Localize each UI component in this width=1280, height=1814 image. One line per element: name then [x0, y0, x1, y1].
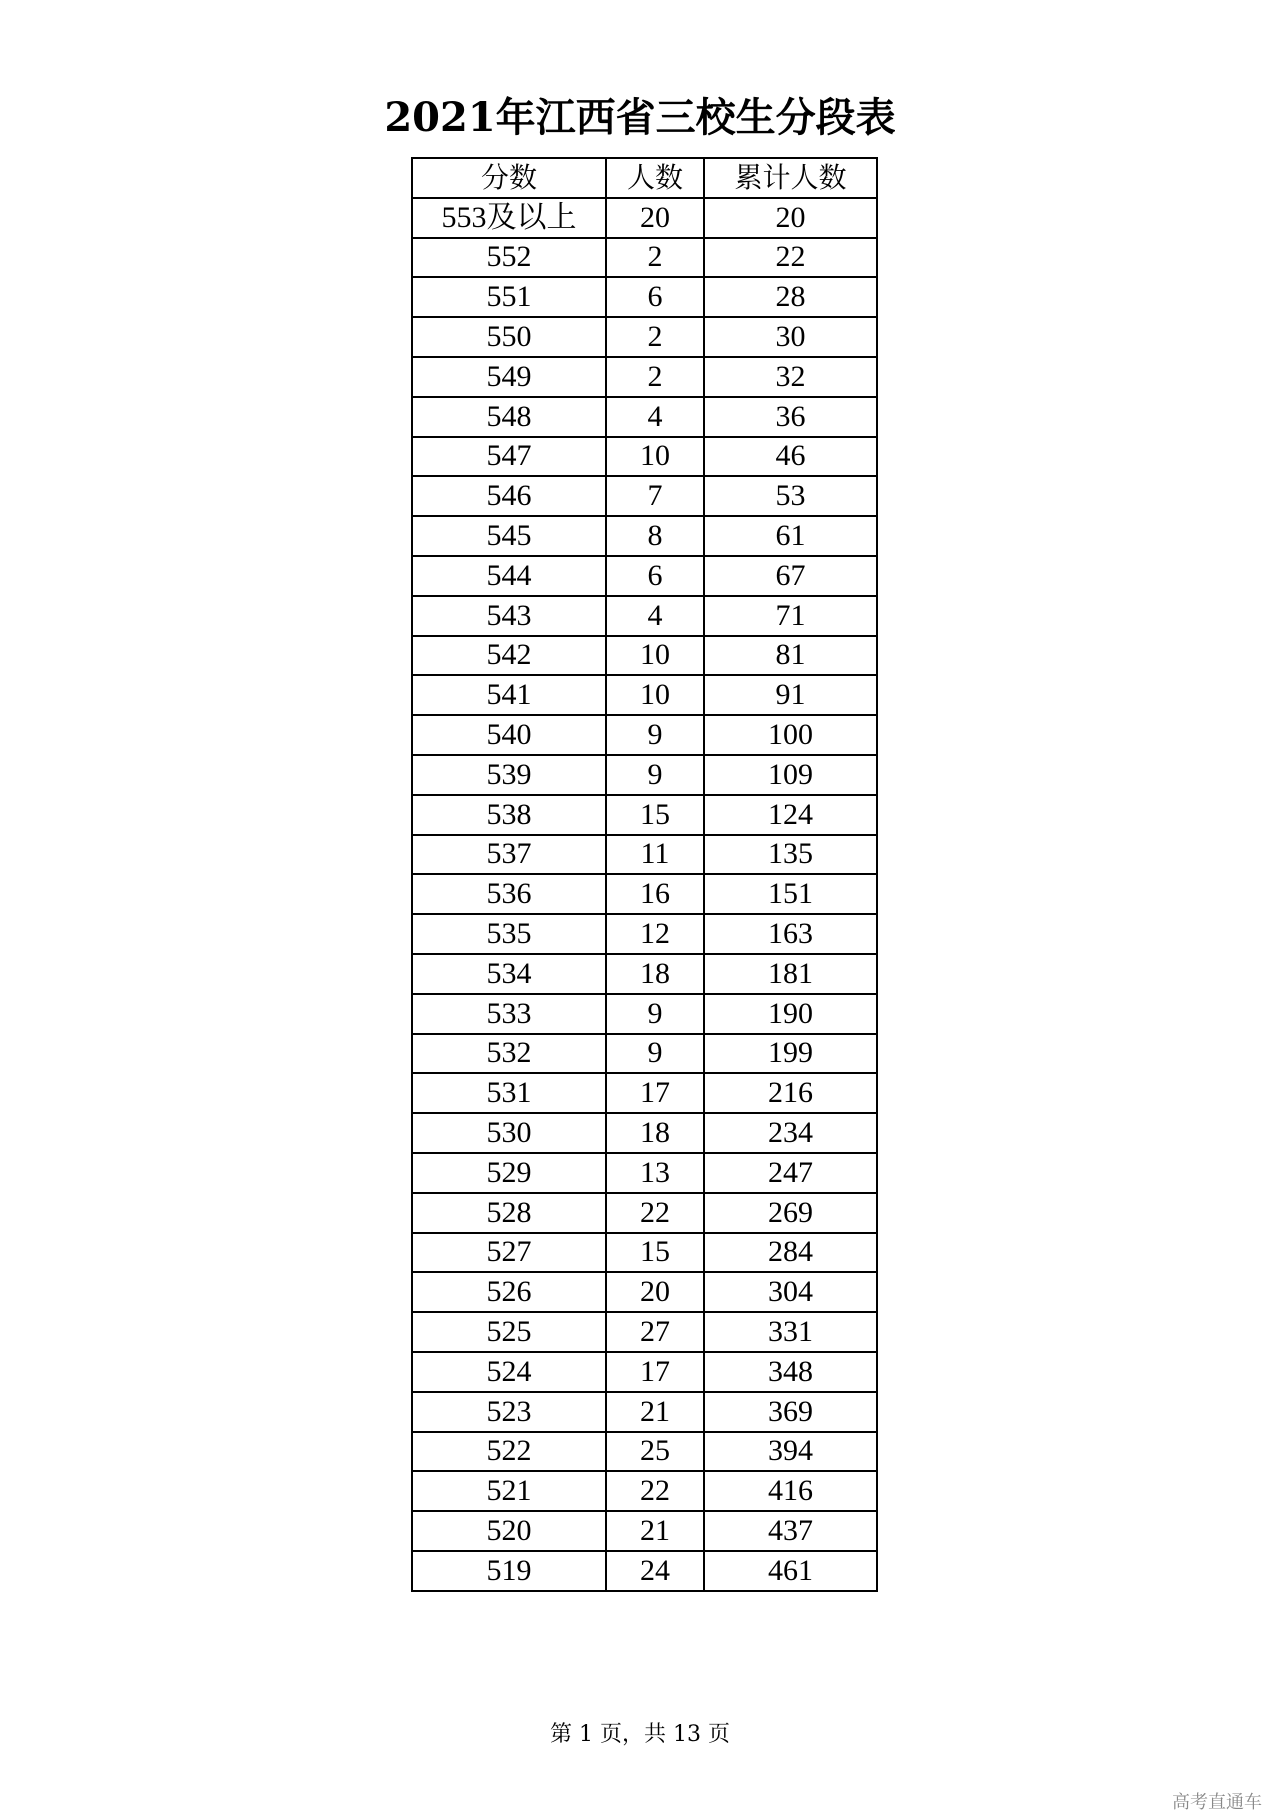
cell-count: 27 [606, 1312, 704, 1352]
cell-cumulative: 369 [704, 1392, 877, 1432]
cell-count: 4 [606, 397, 704, 437]
cell-count: 17 [606, 1352, 704, 1392]
cell-cumulative: 30 [704, 317, 877, 357]
cell-score: 525 [412, 1312, 606, 1352]
cell-cumulative: 53 [704, 476, 877, 516]
cell-score: 523 [412, 1392, 606, 1432]
cell-score: 546 [412, 476, 606, 516]
cell-count: 13 [606, 1153, 704, 1193]
cell-count: 2 [606, 357, 704, 397]
cell-cumulative: 348 [704, 1352, 877, 1392]
table-row [412, 1551, 877, 1591]
cell-score: 531 [412, 1073, 606, 1113]
table-row [412, 516, 877, 556]
cell-count: 18 [606, 1113, 704, 1153]
watermark: 高考直通车 [1172, 1792, 1262, 1813]
page-footer: 第 1 页，共 13 页 [550, 1722, 730, 1747]
cell-cumulative: 81 [704, 636, 877, 676]
cell-count: 8 [606, 516, 704, 556]
cell-score: 541 [412, 675, 606, 715]
cell-cumulative: 71 [704, 596, 877, 636]
table-row [412, 835, 877, 875]
cell-score: 520 [412, 1511, 606, 1551]
cell-cumulative: 416 [704, 1471, 877, 1511]
cell-count: 7 [606, 476, 704, 516]
cell-score: 552 [412, 238, 606, 278]
header-cumulative: 累计人数 [704, 158, 877, 198]
cell-cumulative: 284 [704, 1233, 877, 1273]
cell-cumulative: 151 [704, 874, 877, 914]
table-row [412, 1272, 877, 1312]
table-row [412, 914, 877, 954]
cell-cumulative: 22 [704, 238, 877, 278]
cell-score: 545 [412, 516, 606, 556]
cell-cumulative: 461 [704, 1551, 877, 1591]
cell-score: 542 [412, 636, 606, 676]
cell-cumulative: 269 [704, 1193, 877, 1233]
table-row [412, 874, 877, 914]
cell-cumulative: 216 [704, 1073, 877, 1113]
cell-cumulative: 163 [704, 914, 877, 954]
cell-cumulative: 32 [704, 357, 877, 397]
table-row [412, 317, 877, 357]
cell-score: 530 [412, 1113, 606, 1153]
cell-cumulative: 304 [704, 1272, 877, 1312]
table-row [412, 715, 877, 755]
cell-count: 22 [606, 1471, 704, 1511]
cell-score: 536 [412, 874, 606, 914]
table-row [412, 437, 877, 477]
cell-cumulative: 124 [704, 795, 877, 835]
cell-score: 522 [412, 1432, 606, 1472]
cell-count: 10 [606, 675, 704, 715]
table-row [412, 994, 877, 1034]
cell-count: 9 [606, 994, 704, 1034]
cell-cumulative: 331 [704, 1312, 877, 1352]
cell-score: 551 [412, 277, 606, 317]
cell-score: 528 [412, 1193, 606, 1233]
cell-score: 553及以上 [412, 198, 606, 238]
cell-count: 9 [606, 755, 704, 795]
table-row [412, 1511, 877, 1551]
cell-count: 6 [606, 556, 704, 596]
cell-cumulative: 437 [704, 1511, 877, 1551]
table-row [412, 238, 877, 278]
table-row [412, 397, 877, 437]
cell-count: 9 [606, 715, 704, 755]
cell-score: 537 [412, 835, 606, 875]
cell-cumulative: 109 [704, 755, 877, 795]
cell-score: 540 [412, 715, 606, 755]
cell-count: 15 [606, 795, 704, 835]
cell-score: 549 [412, 357, 606, 397]
page-title: 2021年江西省三校生分段表 [384, 94, 896, 141]
cell-count: 20 [606, 1272, 704, 1312]
table-row [412, 1113, 877, 1153]
cell-score: 538 [412, 795, 606, 835]
table-row [412, 1073, 877, 1113]
cell-score: 534 [412, 954, 606, 994]
cell-count: 4 [606, 596, 704, 636]
cell-count: 16 [606, 874, 704, 914]
cell-cumulative: 61 [704, 516, 877, 556]
cell-cumulative: 28 [704, 277, 877, 317]
table-row [412, 1312, 877, 1352]
table-row [412, 1233, 877, 1273]
cell-score: 519 [412, 1551, 606, 1591]
cell-score: 543 [412, 596, 606, 636]
cell-score: 524 [412, 1352, 606, 1392]
cell-count: 17 [606, 1073, 704, 1113]
cell-score: 539 [412, 755, 606, 795]
table-row [412, 596, 877, 636]
cell-cumulative: 67 [704, 556, 877, 596]
table-row [412, 1471, 877, 1511]
cell-cumulative: 91 [704, 675, 877, 715]
cell-count: 25 [606, 1432, 704, 1472]
table-row [412, 1432, 877, 1472]
table-row [412, 675, 877, 715]
cell-count: 18 [606, 954, 704, 994]
table-row [412, 1392, 877, 1432]
cell-count: 6 [606, 277, 704, 317]
cell-cumulative: 36 [704, 397, 877, 437]
cell-count: 21 [606, 1392, 704, 1432]
table-row [412, 198, 877, 238]
cell-cumulative: 394 [704, 1432, 877, 1472]
table-row [412, 636, 877, 676]
cell-score: 533 [412, 994, 606, 1034]
cell-cumulative: 100 [704, 715, 877, 755]
cell-score: 527 [412, 1233, 606, 1273]
cell-count: 11 [606, 835, 704, 875]
table-row [412, 476, 877, 516]
cell-count: 22 [606, 1193, 704, 1233]
cell-count: 20 [606, 198, 704, 238]
table-row [412, 1153, 877, 1193]
header-score: 分数 [412, 158, 606, 198]
cell-count: 24 [606, 1551, 704, 1591]
cell-score: 547 [412, 437, 606, 477]
cell-score: 521 [412, 1471, 606, 1511]
cell-score: 532 [412, 1034, 606, 1074]
cell-count: 10 [606, 636, 704, 676]
cell-score: 550 [412, 317, 606, 357]
table-row [412, 795, 877, 835]
cell-cumulative: 46 [704, 437, 877, 477]
cell-count: 2 [606, 317, 704, 357]
cell-count: 9 [606, 1034, 704, 1074]
table-row [412, 755, 877, 795]
cell-cumulative: 135 [704, 835, 877, 875]
cell-count: 21 [606, 1511, 704, 1551]
table-row [412, 1034, 877, 1074]
cell-score: 526 [412, 1272, 606, 1312]
cell-score: 529 [412, 1153, 606, 1193]
cell-score: 535 [412, 914, 606, 954]
table-row [412, 357, 877, 397]
table-body [412, 198, 877, 1591]
header-count: 人数 [606, 158, 704, 198]
table-row [412, 1193, 877, 1233]
cell-cumulative: 181 [704, 954, 877, 994]
cell-cumulative: 234 [704, 1113, 877, 1153]
table-row [412, 277, 877, 317]
cell-count: 15 [606, 1233, 704, 1273]
cell-cumulative: 190 [704, 994, 877, 1034]
cell-count: 10 [606, 437, 704, 477]
cell-score: 548 [412, 397, 606, 437]
table-header-row [412, 158, 877, 198]
cell-cumulative: 247 [704, 1153, 877, 1193]
cell-cumulative: 199 [704, 1034, 877, 1074]
cell-count: 12 [606, 914, 704, 954]
score-distribution-table [411, 157, 878, 1592]
table-row [412, 1352, 877, 1392]
table-row [412, 556, 877, 596]
cell-cumulative: 20 [704, 198, 877, 238]
table-row [412, 954, 877, 994]
cell-score: 544 [412, 556, 606, 596]
cell-count: 2 [606, 238, 704, 278]
